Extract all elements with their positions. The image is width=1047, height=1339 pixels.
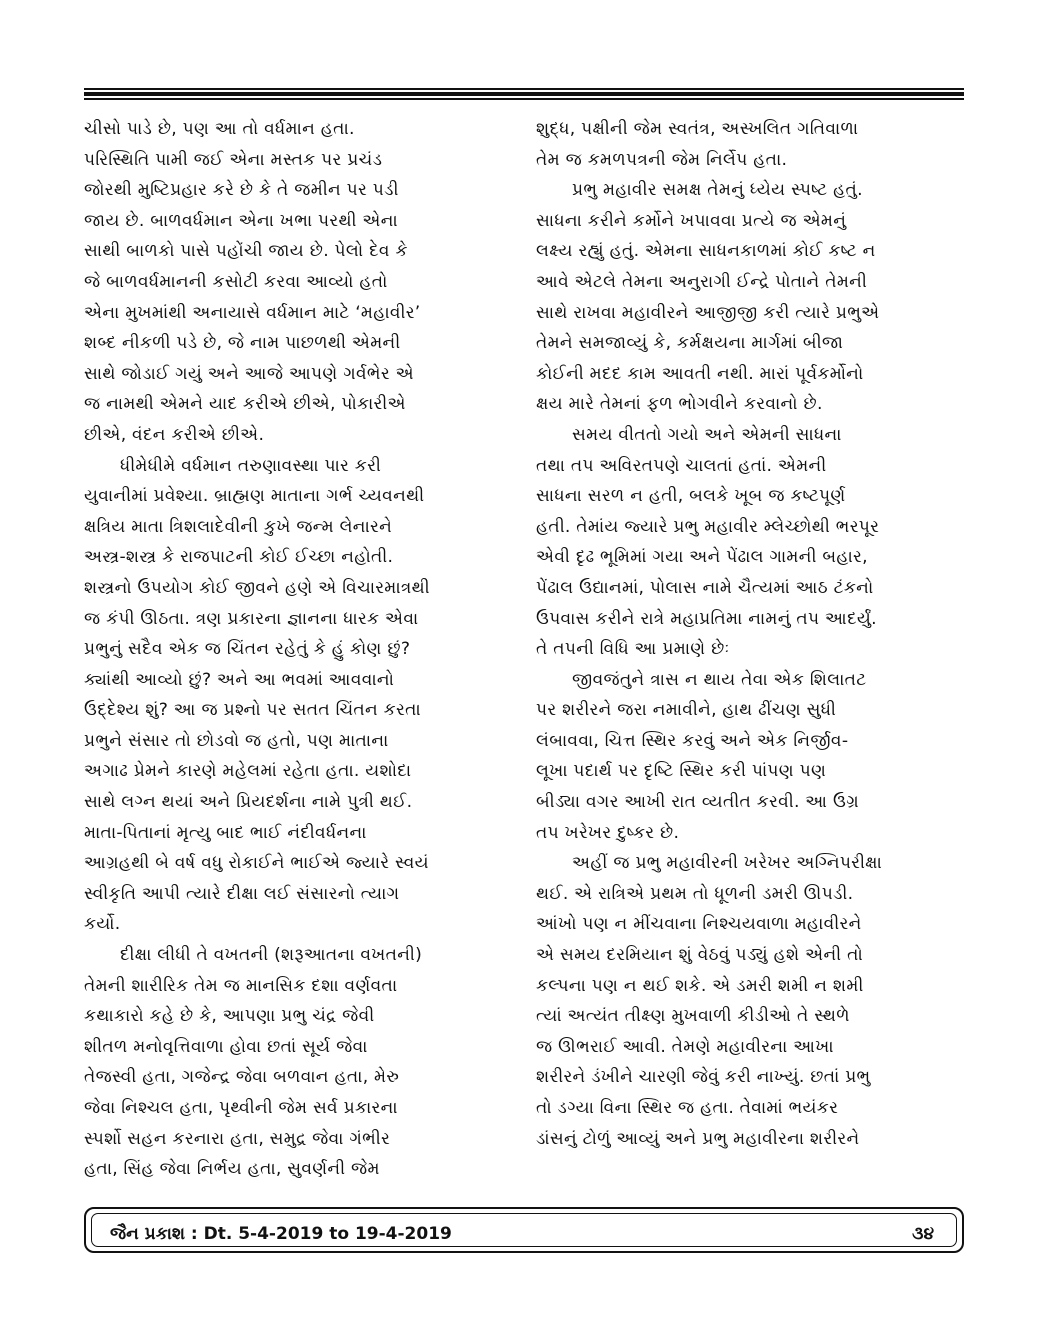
text-line: જ કંપી ઊઠતા. ત્રણ પ્રકારના જ્ઞાનના ધારક એવા (84, 608, 419, 629)
text-line: કોઈની મદદ કામ આવતી નથી. મારાં પૂર્વકર્મોનો (536, 363, 864, 384)
header-rule (84, 98, 964, 100)
footer-frame (84, 1207, 964, 1253)
text-line: સાધના સરળ ન હતી, બલકે ખૂબ જ કષ્ટપૂર્ણ (536, 486, 846, 507)
text-line: માતા-પિતાનાં મૃત્યુ બાદ ભાઈ નંદીવર્ધનના (84, 822, 367, 843)
text-line: જ નામથી એમને યાદ કરીએ છીએ, પોકારીએ (84, 394, 406, 415)
text-line: અસ્ત્ર-શસ્ત્ર કે રાજપાટની કોઈ ઈચ્છા નહોતી. (84, 547, 394, 568)
text-line: જીવજંતુને ત્રાસ ન થાય તેવા એક શિલાતટ (572, 669, 867, 690)
text-line: સાધના કરીને કર્મોને ખપાવવા પ્રત્યે જ એમનું (536, 210, 847, 231)
text-line: શબ્દ નીકળી પડે છે, જે નામ પાછળથી એમની (84, 333, 401, 354)
text-line: એવી દૃઢ ભૂમિમાં ગયા અને પેંઢાલ ગામની બહાર, (536, 547, 868, 568)
footer-inner-frame (91, 1213, 957, 1247)
header-rule-thick (84, 92, 964, 96)
text-line: આવે એટલે તેમના અનુરાગી ઈન્દ્રે પોતાને તેમની (536, 271, 868, 292)
text-line: ધીમેધીમે વર્ધમાન તરુણાવસ્થા પાર કરી (120, 455, 382, 476)
text-line: એ સમય દરમિયાન શું વેઠવું પડ્યું હશે એની તો (536, 945, 863, 966)
text-line: પ્રભુનું સદૈવ એક જ ચિંતન રહેતું કે હું કોણ છું? (84, 639, 411, 660)
text-line: દીક્ષા લીધી તે વખતની (શરૂઆતના વખતની) (120, 945, 423, 966)
text-line: અહીં જ પ્રભુ મહાવીરની ખરેખર અગ્નિપરીક્ષા (572, 853, 883, 874)
publication-label: જૈન પ્રકાશ : Dt. 5-4-2019 to 19-4-2019 (110, 1224, 452, 1244)
text-line: કલ્પના પણ ન થઈ શકે. એ ડમરી શમી ન શમી (536, 975, 864, 996)
text-line: તથા તપ અવિરતપણે ચાલતાં હતાં. એમની (536, 455, 827, 476)
text-line: ક્ષત્રિય માતા ત્રિશલાદેવીની કુખે જન્મ લેનારને (84, 516, 393, 537)
text-line: છીએ, વંદન કરીએ છીએ. (84, 424, 265, 445)
header-rule (84, 88, 964, 90)
text-line: તેમ જ કમળપત્રની જેમ નિર્લેપ હતા. (536, 149, 788, 170)
text-line: તપ ખરેખર દુષ્કર છે. (536, 822, 680, 843)
text-line: સાથે રાખવા મહાવીરને આજીજી કરી ત્યારે પ્રભુએ (536, 302, 880, 323)
text-line: યુવાનીમાં પ્રવેશ્યા. બ્રાહ્મણ માતાના ગર્ભ ચ્યવનથી (84, 486, 425, 507)
text-line: જે બાળવર્ધમાનની કસોટી કરવા આવ્યો હતો (84, 271, 388, 292)
text-line: પ્રભુ મહાવીર સમક્ષ તેમનું ધ્યેય સ્પષ્ટ હતું. (572, 180, 863, 201)
text-line: સ્પર્શો સહન કરનારા હતા, સમુદ્ર જેવા ગંભીર (84, 1128, 391, 1149)
text-line: પર શરીરને જરા નમાવીને, હાથ ઢીંચણ સુધી (536, 700, 837, 721)
text-line: બીડ્યા વગર આખી રાત વ્યતીત કરવી. આ ઉગ્ર (536, 792, 859, 813)
text-line: સાથે જોડાઈ ગયું અને આજે આપણે ગર્વભેર એ (84, 363, 414, 384)
text-line: ચીસો પાડે છે, પણ આ તો વર્ધમાન હતા. (84, 119, 355, 139)
text-line: પેંઢાલ ઉદ્યાનમાં, પોલાસ નામે ચૈત્યમાં આઠ ટંકનો (536, 577, 874, 598)
text-line: થઈ. એ રાત્રિએ પ્રથમ તો ધૂળની ડમરી ઊપડી. (536, 883, 854, 904)
text-line: તેમની શારીરિક તેમ જ માનસિક દશા વર્ણવતા (84, 975, 398, 996)
text-line: તે તપની વિધિ આ પ્રમાણે છેઃ (536, 639, 730, 660)
text-line: લંબાવવા, ચિત્ત સ્થિર કરવું અને એક નિર્જીવ- (536, 730, 849, 751)
text-line: શુદ્ધ, પક્ષીની જેમ સ્વતંત્ર, અસ્ખલિત ગતિવાળા (536, 119, 859, 139)
text-line: ઉદ્દેશ્ય શું? આ જ પ્રશ્નો પર સતત ચિંતન કરતા (84, 700, 421, 721)
text-line: ક્યાંથી આવ્યો છું? અને આ ભવમાં આવવાનો (84, 669, 395, 690)
text-line: ઉપવાસ કરીને રાત્રે મહાપ્રતિમા નામનું તપ આદર્યું. (536, 608, 877, 629)
text-line: કથાકારો કહે છે કે, આપણા પ્રભુ ચંદ્ર જેવી (84, 1006, 375, 1027)
text-line: શરીરને ડંખીને ચારણી જેવું કરી નાખ્યું. છતાં પ્રભુ (536, 1067, 871, 1088)
text-line: સ્વીકૃતિ આપી ત્યારે દીક્ષા લઈ સંસારનો ત્યાગ (84, 883, 400, 904)
text-line: ક્ષય મારે તેમનાં ફળ ભોગવીને કરવાનો છે. (536, 394, 823, 415)
text-line: ત્યાં અત્યંત તીક્ષ્ણ મુખવાળી કીડીઓ તે સ્થળે (536, 1006, 850, 1027)
text-line: તેજસ્વી હતા, ગજેન્દ્ર જેવા બળવાન હતા, મેરુ (84, 1067, 400, 1088)
text-line: પરિસ્થિતિ પામી જઈ એના મસ્તક પર પ્રચંડ (84, 149, 383, 170)
text-line: આગ્રહથી બે વર્ષ વધુ રોકાઈને ભાઈએ જ્યારે સ્વયં (84, 853, 429, 874)
text-line: શસ્ત્રનો ઉપયોગ કોઈ જીવને હણે એ વિચારમાત્રથી (84, 577, 430, 598)
text-line: હતા, સિંહ જેવા નિર્ભય હતા, સુવર્ણની જેમ (84, 1159, 380, 1180)
text-line: સાથે લગ્ન થયાં અને પ્રિયદર્શના નામે પુત્રી થઈ. (84, 792, 413, 813)
text-line: લૂખા પદાર્થ પર દૃષ્ટિ સ્થિર કરી પાંપણ પણ (536, 761, 827, 782)
text-line: જેવા નિશ્ચલ હતા, પૃથ્વીની જેમ સર્વ પ્રકારના (84, 1098, 398, 1118)
right-column (536, 114, 957, 1154)
text-line: હતી. તેમાંય જ્યારે પ્રભુ મહાવીર મ્લેચ્છોથી ભરપૂર (536, 516, 880, 537)
page-number: ૩૪ (912, 1224, 934, 1244)
text-line: તેમને સમજાવ્યું કે, કર્મક્ષયના માર્ગમાં બીજા (536, 333, 844, 354)
text-line: લક્ષ્ય રહ્યું હતું. એમના સાધનકાળમાં કોઈ કષ્ટ ન (536, 241, 876, 262)
text-line: જ ઊભરાઈ આવી. તેમણે મહાવીરના આખા (536, 1036, 834, 1057)
text-line: સમય વીતતો ગયો અને એમની સાધના (572, 424, 842, 445)
text-line: જોરથી મુષ્ટિપ્રહાર કરે છે કે તે જમીન પર પડી (84, 180, 399, 201)
text-line: તો ડગ્યા વિના સ્થિર જ હતા. તેવામાં ભયંકર (536, 1098, 839, 1118)
text-line: ડાંસનું ટોળું આવ્યું અને પ્રભુ મહાવીરના શરીરને (536, 1128, 860, 1149)
text-line: શીતળ મનોવૃત્તિવાળા હોવા છતાં સૂર્ય જેવા (84, 1036, 368, 1057)
text-line: એના મુખમાંથી અનાયાસે વર્ધમાન માટે ‘મહાવીર’ (84, 302, 421, 323)
text-line: કર્યો. (84, 914, 121, 935)
text-line: આંખો પણ ન મીંચવાના નિશ્ચયવાળા મહાવીરને (536, 914, 862, 935)
text-line: જાય છે. બાળવર્ધમાન એના ખભા પરથી એના (84, 210, 398, 231)
text-line: સાથી બાળકો પાસે પહોંચી જાય છે. પેલો દેવ કે (84, 241, 408, 262)
text-line: પ્રભુને સંસાર તો છોડવો જ હતો, પણ માતાના (84, 730, 389, 751)
left-column (84, 114, 505, 1185)
text-line: અગાઢ પ્રેમને કારણે મહેલમાં રહેતા હતા. યશોદા (84, 761, 412, 782)
